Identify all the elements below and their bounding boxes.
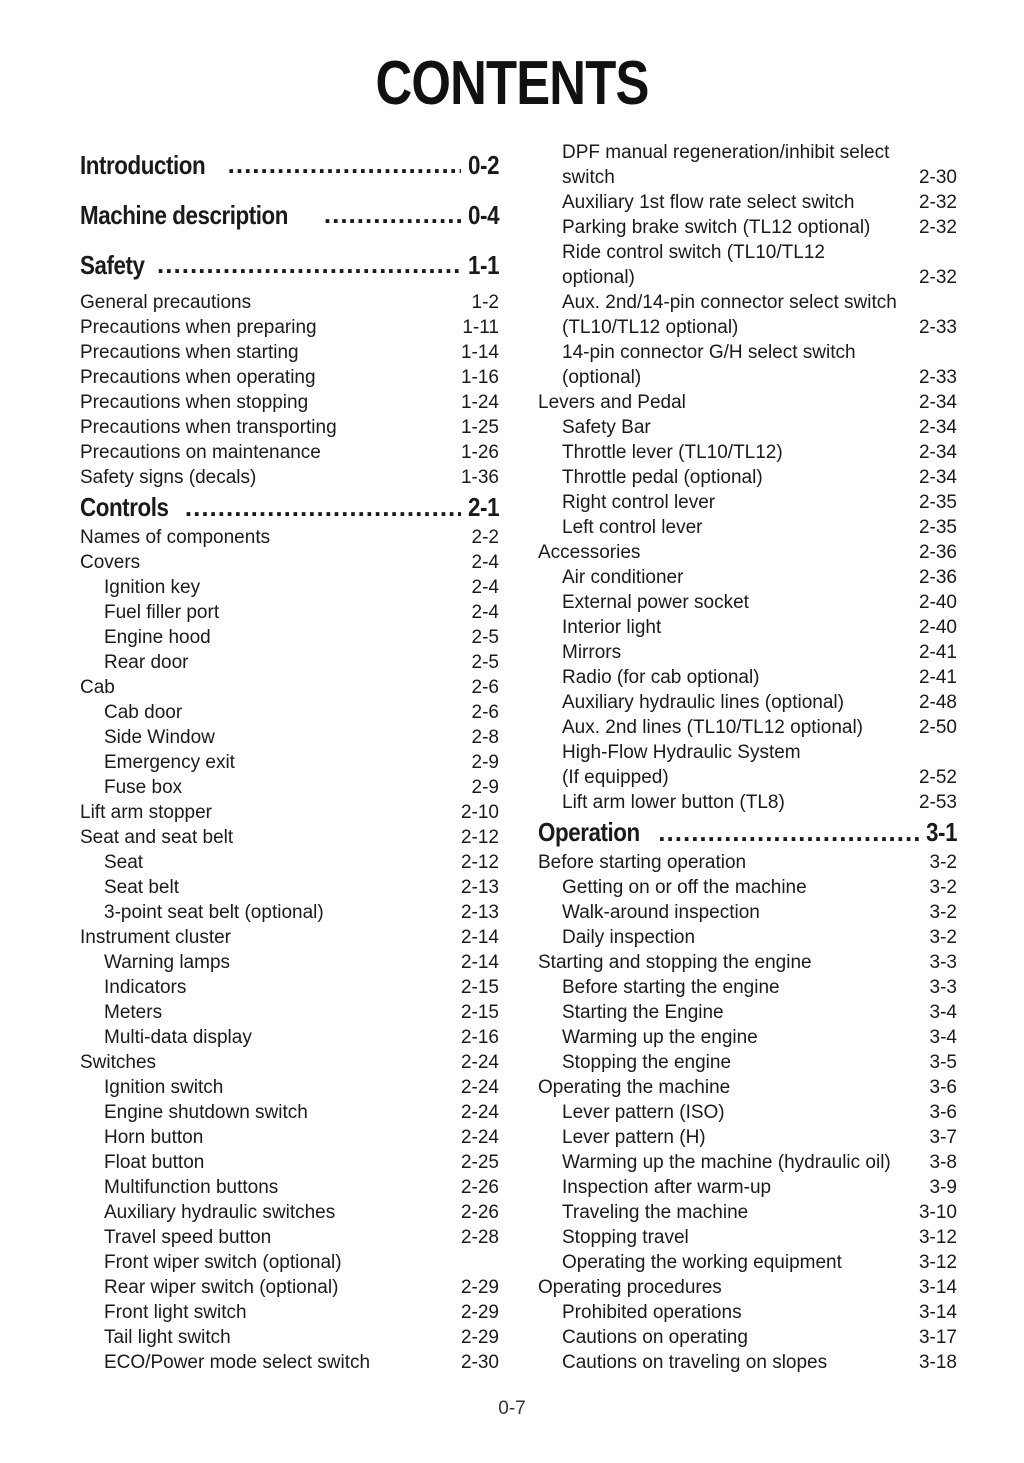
entry-label-cont: (optional): [562, 367, 642, 388]
toc-section-safety[interactable]: [80, 240, 499, 290]
toc-entry[interactable]: [80, 825, 499, 850]
toc-subentry[interactable]: [80, 1075, 499, 1100]
toc-subentry[interactable]: [538, 490, 957, 515]
toc-subentry[interactable]: [80, 975, 499, 1000]
section-label: Safety: [80, 249, 145, 280]
entry-page: 3-6: [929, 1102, 957, 1123]
toc-subentry[interactable]: [80, 1200, 499, 1225]
toc-subentry[interactable]: [80, 1225, 499, 1250]
entry-page: 3-4: [929, 1002, 957, 1023]
entry-page: 2-35: [918, 517, 957, 538]
entry-label: Cab door: [104, 702, 183, 723]
entry-label: Tail light switch: [104, 1327, 231, 1348]
entry-page: 2-32: [918, 192, 957, 213]
entry-page: 2-2: [471, 527, 499, 548]
entry-page: 2-9: [471, 752, 499, 773]
entry-page: 3-6: [929, 1077, 957, 1098]
leader-dots: [228, 152, 461, 178]
entry-page: 2-26: [460, 1202, 499, 1223]
toc-subentry[interactable]: [538, 190, 957, 215]
toc-entry[interactable]: [80, 1050, 499, 1075]
entry-page: 2-13: [460, 877, 499, 898]
entry-label: Interior light: [562, 617, 662, 638]
entry-label: Front light switch: [104, 1302, 247, 1323]
entry-label: Horn button: [104, 1127, 204, 1148]
entry-page: 2-32: [918, 267, 957, 288]
entry-label: High-Flow Hydraulic System: [562, 742, 801, 763]
entry-page: 2-34: [918, 417, 957, 438]
entry-label: Lever pattern (ISO): [562, 1102, 725, 1123]
toc-subentry[interactable]: [538, 1250, 957, 1275]
entry-label: Left control lever: [562, 517, 703, 538]
entry-page: 3-3: [929, 952, 957, 973]
toc-subentry[interactable]: [538, 1000, 957, 1025]
entry-label: Traveling the machine: [562, 1202, 749, 1223]
entry-page: 2-12: [460, 827, 499, 848]
toc-entry[interactable]: [80, 315, 499, 340]
toc-subentry[interactable]: [80, 1175, 499, 1200]
toc-subentry[interactable]: [538, 1050, 957, 1075]
toc-subentry[interactable]: [538, 790, 957, 815]
toc-subentry[interactable]: [538, 615, 957, 640]
section-page: 0-2: [467, 149, 499, 180]
entry-label: Cab: [80, 677, 115, 698]
section-label: Controls: [80, 492, 169, 522]
entry-page: 2-6: [471, 702, 499, 723]
entry-page: 2-30: [918, 167, 957, 188]
toc-subentry[interactable]: [538, 740, 957, 790]
entry-page: 2-36: [918, 567, 957, 588]
toc-section-machine-description[interactable]: [80, 190, 499, 240]
entry-page: 2-28: [460, 1227, 499, 1248]
entry-label: Throttle pedal (optional): [562, 467, 763, 488]
entry-label: Cautions on operating: [562, 1327, 748, 1348]
leader-dots: [157, 252, 461, 278]
page-number: 0-7: [498, 1398, 526, 1419]
toc-entry[interactable]: [538, 1075, 957, 1100]
entry-label: Lever pattern (H): [562, 1127, 706, 1148]
toc-subentry[interactable]: [538, 900, 957, 925]
toc-subentry[interactable]: [538, 465, 957, 490]
toc-subentry[interactable]: [538, 290, 957, 340]
toc-subentry[interactable]: [538, 925, 957, 950]
entry-label: Warning lamps: [104, 952, 231, 973]
toc-entry[interactable]: [80, 340, 499, 365]
toc-subentry[interactable]: [538, 1150, 957, 1175]
entry-page: 2-33: [918, 367, 957, 388]
entry-page: 2-15: [460, 977, 499, 998]
entry-page: 1-14: [460, 342, 499, 363]
toc-entry[interactable]: [80, 440, 499, 465]
entry-page: 2-52: [918, 767, 957, 788]
toc-subentry[interactable]: [80, 900, 499, 925]
entry-page: 2-34: [918, 442, 957, 463]
entry-page: 3-9: [929, 1177, 957, 1198]
entry-label: Auxiliary hydraulic lines (optional): [562, 692, 844, 713]
toc-subentry[interactable]: [80, 700, 499, 725]
entry-page: 3-12: [918, 1252, 957, 1273]
entry-page: 3-12: [918, 1227, 957, 1248]
entry-label: Precautions when stopping: [80, 392, 309, 413]
entry-page: 3-14: [918, 1302, 957, 1323]
entry-page: 2-24: [460, 1127, 499, 1148]
toc-entry[interactable]: [80, 465, 499, 490]
toc-entry[interactable]: [80, 365, 499, 390]
entry-label: Multi-data display: [104, 1027, 252, 1048]
entry-label: Precautions when starting: [80, 342, 299, 363]
entry-page: 3-5: [929, 1052, 957, 1073]
entry-page: 3-17: [918, 1327, 957, 1348]
toc-subentry[interactable]: [538, 1025, 957, 1050]
entry-label: 3-point seat belt (optional): [104, 902, 324, 923]
toc-subentry[interactable]: [80, 775, 499, 800]
entry-label: Stopping the engine: [562, 1052, 732, 1073]
toc-subentry[interactable]: [80, 1150, 499, 1175]
entry-label: Operating procedures: [538, 1277, 722, 1298]
entry-page: 1-26: [460, 442, 499, 463]
toc-entry[interactable]: [538, 1275, 957, 1300]
toc-subentry[interactable]: [80, 650, 499, 675]
entry-page: 2-34: [918, 392, 957, 413]
entry-label: Safety Bar: [562, 417, 651, 438]
entry-label: Fuse box: [104, 777, 183, 798]
toc-subentry[interactable]: [538, 515, 957, 540]
entry-page: 2-33: [918, 317, 957, 338]
entry-page: 2-29: [460, 1302, 499, 1323]
toc-entry[interactable]: [538, 850, 957, 875]
toc-subentry[interactable]: [538, 1125, 957, 1150]
entry-page: 3-14: [918, 1277, 957, 1298]
entry-label: 14-pin connector G/H select switch: [562, 342, 856, 363]
entry-label: DPF manual regeneration/inhibit select: [562, 142, 890, 163]
entry-page: 3-7: [929, 1127, 957, 1148]
entry-page: 3-18: [918, 1352, 957, 1373]
entry-label: Ignition key: [104, 577, 201, 598]
entry-label: Auxiliary 1st flow rate select switch: [562, 192, 855, 213]
toc-subentry[interactable]: [538, 590, 957, 615]
entry-page: 3-2: [929, 877, 957, 898]
entry-page: 2-48: [918, 692, 957, 713]
toc-entry[interactable]: [80, 550, 499, 575]
entry-label: Accessories: [538, 542, 641, 563]
entry-label: Walk-around inspection: [562, 902, 760, 923]
entry-label: Switches: [80, 1052, 157, 1073]
toc-entry[interactable]: [80, 800, 499, 825]
toc-entry[interactable]: [80, 415, 499, 440]
entry-page: 2-41: [918, 642, 957, 663]
entry-page: 3-10: [918, 1202, 957, 1223]
toc-subentry[interactable]: [538, 1300, 957, 1325]
entry-label: Cautions on traveling on slopes: [562, 1352, 828, 1373]
entry-page: 2-8: [471, 727, 499, 748]
entry-label: Stopping travel: [562, 1227, 689, 1248]
page-title: CONTENTS: [375, 49, 649, 118]
toc-entry[interactable]: [80, 290, 499, 315]
toc-right-column: [538, 140, 957, 1375]
toc-subentry[interactable]: [538, 715, 957, 740]
toc-entry[interactable]: [80, 925, 499, 950]
toc-entry[interactable]: [538, 390, 957, 415]
entry-label: Aux. 2nd lines (TL10/TL12 optional): [562, 717, 864, 738]
entry-page: 2-15: [460, 1002, 499, 1023]
entry-page: 2-14: [460, 952, 499, 973]
entry-label-cont: optional): [562, 267, 635, 288]
entry-page: 3-8: [929, 1152, 957, 1173]
toc-subentry[interactable]: [80, 850, 499, 875]
entry-label: Prohibited operations: [562, 1302, 742, 1323]
entry-page: 2-14: [460, 927, 499, 948]
toc-subentry[interactable]: [80, 1275, 499, 1300]
toc-subentry[interactable]: [80, 1125, 499, 1150]
entry-label: Seat: [104, 852, 144, 873]
entry-label: Precautions when transporting: [80, 417, 337, 438]
entry-page: 3-2: [929, 902, 957, 923]
entry-label: Mirrors: [562, 642, 622, 663]
toc-subentry[interactable]: [538, 690, 957, 715]
entry-page: 2-40: [918, 592, 957, 613]
entry-label: Seat belt: [104, 877, 179, 898]
section-page: 0-4: [467, 199, 499, 230]
leader-dots: [324, 202, 461, 228]
entry-label: Warming up the machine (hydraulic oil): [562, 1152, 891, 1173]
toc-subentry[interactable]: [538, 415, 957, 440]
entry-label: Rear door: [104, 652, 189, 673]
entry-page: 1-24: [460, 392, 499, 413]
entry-label: Safety signs (decals): [80, 467, 257, 488]
entry-label: General precautions: [80, 292, 252, 313]
entry-page: 2-32: [918, 217, 957, 238]
entry-page: 2-24: [460, 1077, 499, 1098]
entry-label: Starting and stopping the engine: [538, 952, 812, 973]
section-page: 1-1: [467, 249, 499, 280]
entry-page: 2-4: [471, 552, 499, 573]
entry-label: Ignition switch: [104, 1077, 224, 1098]
entry-label: Meters: [104, 1002, 163, 1023]
entry-label: Precautions when preparing: [80, 317, 317, 338]
entry-label: Multifunction buttons: [104, 1177, 279, 1198]
entry-label: Ride control switch (TL10/TL12: [562, 242, 825, 263]
entry-page: 2-36: [918, 542, 957, 563]
entry-label: External power socket: [562, 592, 749, 613]
section-label: Introduction: [80, 149, 206, 180]
toc-subentry[interactable]: [538, 640, 957, 665]
entry-page: 2-29: [460, 1277, 499, 1298]
toc-subentry[interactable]: [538, 875, 957, 900]
entry-label: Precautions on maintenance: [80, 442, 321, 463]
entry-label: Rear wiper switch (optional): [104, 1277, 339, 1298]
entry-label: Fuel filler port: [104, 602, 220, 623]
entry-label: Air conditioner: [562, 567, 684, 588]
entry-page: 2-53: [918, 792, 957, 813]
entry-label: Covers: [80, 552, 141, 573]
entry-label-cont: switch: [562, 167, 615, 188]
toc-subentry[interactable]: [80, 1325, 499, 1350]
toc-entry[interactable]: [80, 675, 499, 700]
entry-page: 2-9: [471, 777, 499, 798]
entry-page: 2-35: [918, 492, 957, 513]
toc-subentry[interactable]: [538, 565, 957, 590]
entry-page: 2-50: [918, 717, 957, 738]
entry-label: Emergency exit: [104, 752, 235, 773]
accessories-entries-cont: [538, 790, 957, 815]
entry-page: 1-25: [460, 417, 499, 438]
entry-label-cont: (TL10/TL12 optional): [562, 317, 739, 338]
toc-subentry[interactable]: [80, 950, 499, 975]
entry-label: Operating the working equipment: [562, 1252, 842, 1273]
toc-section-operation[interactable]: [538, 815, 957, 850]
entry-label: Starting the Engine: [562, 1002, 724, 1023]
toc-subentry[interactable]: [538, 240, 957, 290]
entry-label: Seat and seat belt: [80, 827, 234, 848]
toc-subentry[interactable]: [80, 1300, 499, 1325]
section-label: Operation: [538, 817, 640, 847]
entry-page: 3-3: [929, 977, 957, 998]
toc-entry[interactable]: [538, 950, 957, 975]
entry-page: 2-26: [460, 1177, 499, 1198]
entry-label: Radio (for cab optional): [562, 667, 760, 688]
entry-label-cont: (If equipped): [562, 767, 669, 788]
levers-accessories-entries: [538, 390, 957, 740]
toc-subentry[interactable]: [80, 725, 499, 750]
entry-page: 3-2: [929, 852, 957, 873]
entry-label: Engine shutdown switch: [104, 1102, 308, 1123]
entry-label: Throttle lever (TL10/TL12): [562, 442, 783, 463]
entry-label: Precautions when operating: [80, 367, 316, 388]
entry-label: Front wiper switch (optional): [104, 1252, 342, 1273]
entry-label: Daily inspection: [562, 927, 696, 948]
controls-entries: [80, 525, 499, 1375]
entry-page: 2-40: [918, 617, 957, 638]
entry-page: 2-4: [471, 577, 499, 598]
entry-page: 2-25: [460, 1152, 499, 1173]
entry-label: Lift arm stopper: [80, 802, 212, 823]
leader-dots: [658, 820, 919, 846]
entry-page: 2-30: [460, 1352, 499, 1373]
entry-label: Side Window: [104, 727, 215, 748]
toc-entry[interactable]: [538, 540, 957, 565]
section-label: Machine description: [80, 199, 289, 230]
toc-entry[interactable]: [80, 390, 499, 415]
entry-page: 1-16: [460, 367, 499, 388]
entry-label: Parking brake switch (TL12 optional): [562, 217, 871, 238]
entry-page: 1-11: [462, 317, 499, 338]
entry-page: 2-13: [460, 902, 499, 923]
entry-label: Names of components: [80, 527, 271, 548]
toc-subentry[interactable]: [538, 340, 957, 390]
entry-page: 1-2: [471, 292, 499, 313]
toc-subentry[interactable]: [538, 1350, 957, 1375]
toc-entry[interactable]: [80, 525, 499, 550]
entry-label: Levers and Pedal: [538, 392, 686, 413]
entry-page: 1-36: [460, 467, 499, 488]
toc-subentry[interactable]: [80, 1100, 499, 1125]
toc-subentry[interactable]: [538, 1100, 957, 1125]
operation-entries: [538, 850, 957, 1375]
entry-label: Lift arm lower button (TL8): [562, 792, 785, 813]
entry-label: Inspection after warm-up: [562, 1177, 772, 1198]
entry-page: 3-2: [929, 927, 957, 948]
entry-label: Before starting operation: [538, 852, 747, 873]
entry-page: 2-5: [471, 652, 499, 673]
entry-page: 2-4: [471, 602, 499, 623]
entry-label: Instrument cluster: [80, 927, 231, 948]
entry-page: 2-5: [471, 627, 499, 648]
entry-page: 2-12: [460, 852, 499, 873]
toc-subentry[interactable]: [538, 1225, 957, 1250]
toc-subentry[interactable]: [538, 665, 957, 690]
toc-subentry[interactable]: [80, 1350, 499, 1375]
entry-page: 2-10: [460, 802, 499, 823]
entry-label: Aux. 2nd/14-pin connector select switch: [562, 292, 897, 313]
entry-label: Travel speed button: [104, 1227, 272, 1248]
entry-page: 2-41: [918, 667, 957, 688]
toc-subentry[interactable]: [538, 1175, 957, 1200]
toc-section-introduction[interactable]: [80, 140, 499, 190]
toc-subentry[interactable]: [80, 625, 499, 650]
entry-page: 3-4: [929, 1027, 957, 1048]
toc-subentry[interactable]: [538, 1325, 957, 1350]
controls-entries-cont: [538, 190, 957, 240]
entry-label: ECO/Power mode select switch: [104, 1352, 371, 1373]
toc-subentry[interactable]: [538, 975, 957, 1000]
section-page: 2-1: [467, 492, 499, 522]
toc-subentry[interactable]: [80, 875, 499, 900]
entry-label: Auxiliary hydraulic switches: [104, 1202, 336, 1223]
toc-left-column: [80, 140, 499, 1375]
entry-page: 2-16: [460, 1027, 499, 1048]
toc-subentry[interactable]: [80, 575, 499, 600]
entry-page: 2-34: [918, 467, 957, 488]
toc-subentry[interactable]: [80, 1000, 499, 1025]
toc-subentry[interactable]: [80, 1025, 499, 1050]
entry-page: 2-29: [460, 1327, 499, 1348]
entry-page: 2-24: [460, 1052, 499, 1073]
leader-dots: [185, 495, 461, 521]
toc-subentry[interactable]: [538, 215, 957, 240]
entry-label: Right control lever: [562, 492, 716, 513]
entry-label: Warming up the engine: [562, 1027, 758, 1048]
toc-subentry[interactable]: [80, 1250, 499, 1275]
toc-subentry[interactable]: [538, 140, 957, 190]
toc-section-controls[interactable]: [80, 490, 499, 525]
entry-label: Engine hood: [104, 627, 211, 648]
toc-subentry[interactable]: [538, 440, 957, 465]
section-page: 3-1: [925, 817, 957, 847]
toc-subentry[interactable]: [538, 1200, 957, 1225]
safety-entries: [80, 290, 499, 490]
entry-page: 2-24: [460, 1102, 499, 1123]
toc-subentry[interactable]: [80, 750, 499, 775]
entry-label: Getting on or off the machine: [562, 877, 807, 898]
toc-subentry[interactable]: [80, 600, 499, 625]
entry-page: 2-6: [471, 677, 499, 698]
entry-label: Before starting the engine: [562, 977, 780, 998]
entry-label: Operating the machine: [538, 1077, 731, 1098]
entry-label: Indicators: [104, 977, 187, 998]
entry-label: Float button: [104, 1152, 205, 1173]
